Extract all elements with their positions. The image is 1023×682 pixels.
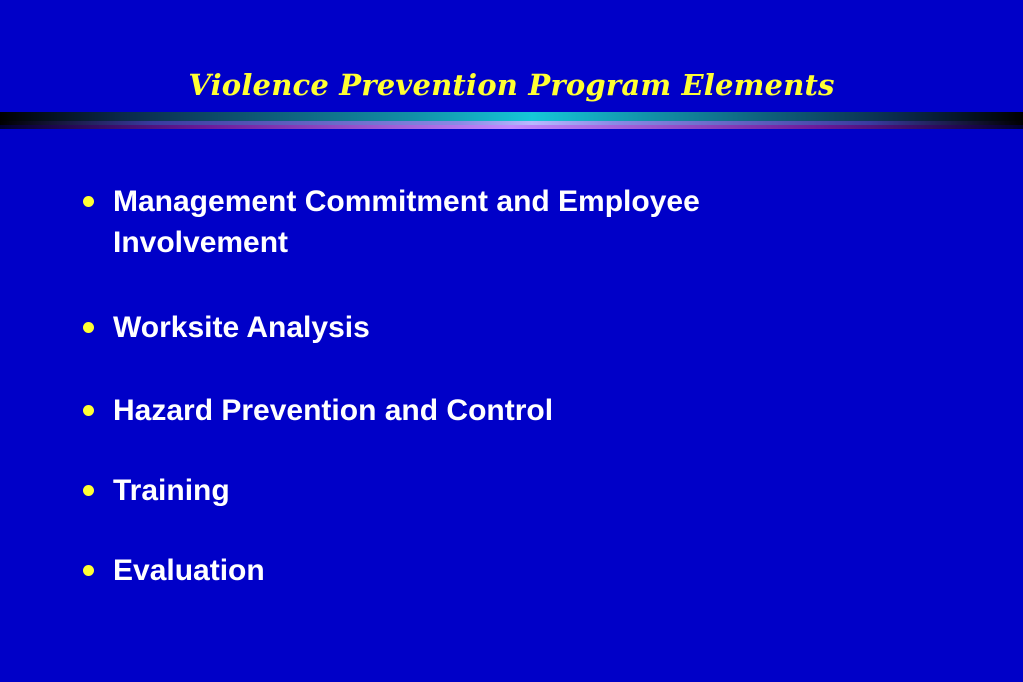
bullet-dot-icon — [83, 196, 94, 207]
bullet-text: Management Commitment and Employee Involvement — [113, 185, 700, 259]
slide-title: Violence Prevention Program Elements — [188, 68, 835, 102]
bullet-dot-icon — [83, 485, 94, 496]
bullet-dot-icon — [83, 322, 94, 333]
bullet-text: Worksite Analysis — [113, 311, 370, 344]
bullet-text: Training — [113, 474, 230, 507]
bullet-text: Hazard Prevention and Control — [113, 394, 554, 427]
bullet-text: Evaluation — [113, 554, 265, 587]
bullet-dot-icon — [83, 405, 94, 416]
bullet-dot-icon — [83, 565, 94, 576]
